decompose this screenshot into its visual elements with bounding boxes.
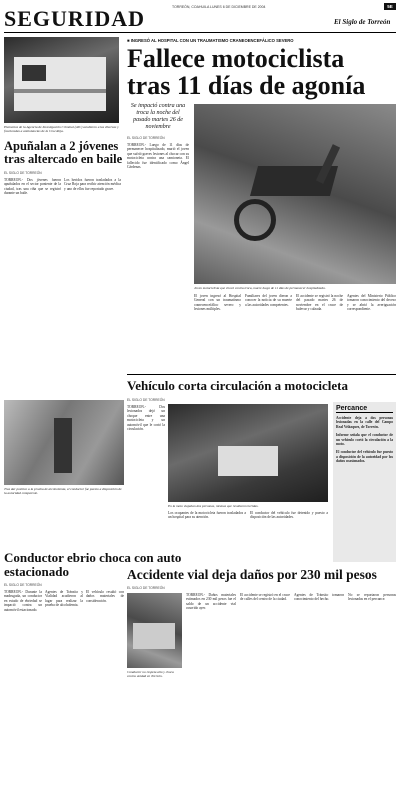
masthead	[4, 2, 396, 32]
side-paragraph: TORREÓN.- Dos jóvenes fueron apuñalados en el sector poniente de la ciudad, tras una riña que se registró durante un baile.	[4, 178, 61, 196]
percance-item: El conductor del vehículo fue puesto a disposición de la autoridad por los daños ocasionados.	[336, 450, 393, 464]
percance-title: Percance	[336, 405, 393, 413]
crash-vehicle-shape	[133, 623, 175, 649]
crash-paragraph: El accidente se registró en el cruce de calles del centro de la ciudad.	[240, 593, 290, 602]
drunk-paragraph: Agentes de Tránsito y Vialidad acudieron al lugar para realizar la prueba de alcoholemia.	[45, 590, 83, 608]
crashed-moto-shape	[218, 446, 278, 476]
lead-deck: Se impactó contra una troca la noche del pasado martes 26 de noviembre	[130, 103, 186, 130]
scene-figure	[54, 418, 72, 473]
crash-paragraph: Agentes de Tránsito tomaron conocimiento del hecho.	[294, 593, 344, 602]
motorcycle-wheel	[234, 199, 276, 241]
side-col-1	[4, 178, 61, 438]
drunk-byline: EL SIGLO DE TORREÓN	[4, 583, 42, 587]
moto-paragraph: El conductor del vehículo fue detenido y puesto a disposición de las autoridades.	[250, 511, 328, 520]
section-rule	[127, 374, 396, 375]
masthead-rule	[4, 32, 396, 33]
crash-col-1	[186, 593, 236, 791]
moto-paragraph: TORREÓN.- Dos lesionados dejó un choque entre una motocicleta y un automóvil que le cortó la circulación.	[127, 405, 165, 432]
crash-byline: EL SIGLO DE TORREÓN	[127, 586, 165, 590]
lead-col-5	[347, 294, 396, 372]
crash-caption: Conductor no respeta alto y choca contra unidad en Torreón.	[127, 670, 174, 678]
crash-paragraph: TORREÓN.- Daños materiales estimados en 230 mil pesos fue el saldo de un accidente vial ocurrido ayer.	[186, 593, 236, 611]
scene-caption: Tras dar positivo a la prueba de alcoholemia, el conductor fue puesto a disposición de la autoridad competente.	[4, 487, 122, 495]
drunk-paragraph: TORREÓN.- Durante la madrugada, un conductor en estado de ebriedad se impactó contra un automóvil estacionado.	[4, 590, 42, 612]
lead-paragraph: El accidente se registró la noche del pasado martes 26 de noviembre en el cruce de bulevar y calzada.	[296, 294, 343, 312]
lead-byline: EL SIGLO DE TORREÓN	[127, 136, 165, 140]
percance-box	[333, 402, 396, 562]
lead-col-1	[127, 143, 189, 368]
lead-headline-1: Fallece motociclista	[127, 44, 345, 73]
crash-col-2	[240, 593, 290, 791]
side-paragraph: Los heridos fueron trasladados a la Cruz Roja para recibir atención médica y uno de ellos fue reportado grave.	[64, 178, 121, 191]
paper-logo: El Siglo de Torreón	[334, 18, 391, 26]
lead-col-2	[194, 294, 241, 372]
ambulance-stripe	[14, 89, 106, 93]
side-headline: Apuñalan a 2 jóvenes tras altercado en baile	[4, 139, 123, 166]
drunk-headline: Conductor ebrio choca con auto estacionado	[4, 550, 182, 579]
moto-byline: EL SIGLO DE TORREÓN	[127, 398, 165, 402]
moto-col-3	[250, 511, 328, 537]
lead-kicker: ■ INGRESÓ AL HOSPITAL CON UN TRAUMATISMO CRANEOENCEFÁLICO SEVERO	[127, 38, 397, 43]
crash-night-caption: En la moto viajaban dos personas, mismas que resultaron heridas.	[168, 504, 259, 508]
crash-col-3	[294, 593, 344, 791]
lead-paragraph: Familiares del joven dieron a conocer la noticia de su muerte a las autoridades competentes.	[245, 294, 292, 307]
lead-headline-2: tras 11 días de agonía	[127, 71, 366, 100]
ambulance-caption: Elementos de la Agencia de Investigación Criminal (AIC) acudieron a las diversas y fracturadas a ambulancias de la Cruz Roja.	[4, 125, 119, 133]
percance-item: Informe señala que el conductor de un vehículo cortó la circulación a la moto.	[336, 433, 393, 447]
side-byline: EL SIGLO DE TORREÓN	[4, 171, 42, 175]
drunk-col-2	[45, 590, 83, 790]
crash-night-photo	[168, 404, 328, 502]
side-col-2	[64, 178, 121, 438]
percance-item: Accidente deja a dos personas lesionadas en la calle del Campo Real Velázquez, de Torreón.	[336, 416, 393, 429]
scene-photo	[4, 400, 124, 485]
page-badge: 5E	[384, 3, 396, 10]
ambulance-window	[22, 65, 46, 81]
ambulance-photo	[4, 37, 119, 123]
crash-photo	[127, 593, 182, 668]
motorcycle-caption: Joven motociclista que chocó contra troca, muere luego de 11 días de permanecer hospitalizado.	[194, 286, 326, 290]
section-title: SEGURIDAD	[4, 6, 146, 31]
drunk-col-1	[4, 590, 42, 790]
crash-headline: Accidente vial deja daños por 230 mil pesos	[127, 567, 377, 582]
lead-paragraph: TORREÓN.- Luego de 11 días de permanecer hospitalizado, murió el joven que sufrió graves lesiones al chocar con su motocicleta contra una camioneta. El fallecido fue identificado como Ángel Cárdenas.	[127, 143, 189, 170]
masthead-dateline: TORREÓN, COAHUILA LUNES 6 DE DICIEMBRE DE 2004	[172, 5, 266, 9]
drunk-col-3	[86, 590, 124, 790]
crash-paragraph: No se reportaron personas lesionadas en el percance.	[348, 593, 396, 602]
moto-col-2	[168, 511, 246, 537]
lead-col-3	[245, 294, 292, 372]
moto-col-1	[127, 405, 165, 535]
lead-paragraph: El joven ingresó al Hospital General con un traumatismo craneoencefálico severo y lesiones múltiples.	[194, 294, 241, 312]
moto-headline: Vehículo corta circulación a motocicleta	[127, 378, 348, 393]
lead-paragraph: Agentes del Ministerio Público tomaron conocimiento del deceso y se abrió la averiguación correspondiente.	[347, 294, 396, 312]
crash-col-4	[348, 593, 396, 791]
drunk-paragraph: El vehículo resultó con daños materiales de consideración.	[86, 590, 124, 603]
moto-paragraph: Los ocupantes de la motocicleta fueron trasladados a un hospital para su atención.	[168, 511, 246, 520]
motorcycle-photo	[194, 104, 396, 284]
lead-col-4	[296, 294, 343, 372]
